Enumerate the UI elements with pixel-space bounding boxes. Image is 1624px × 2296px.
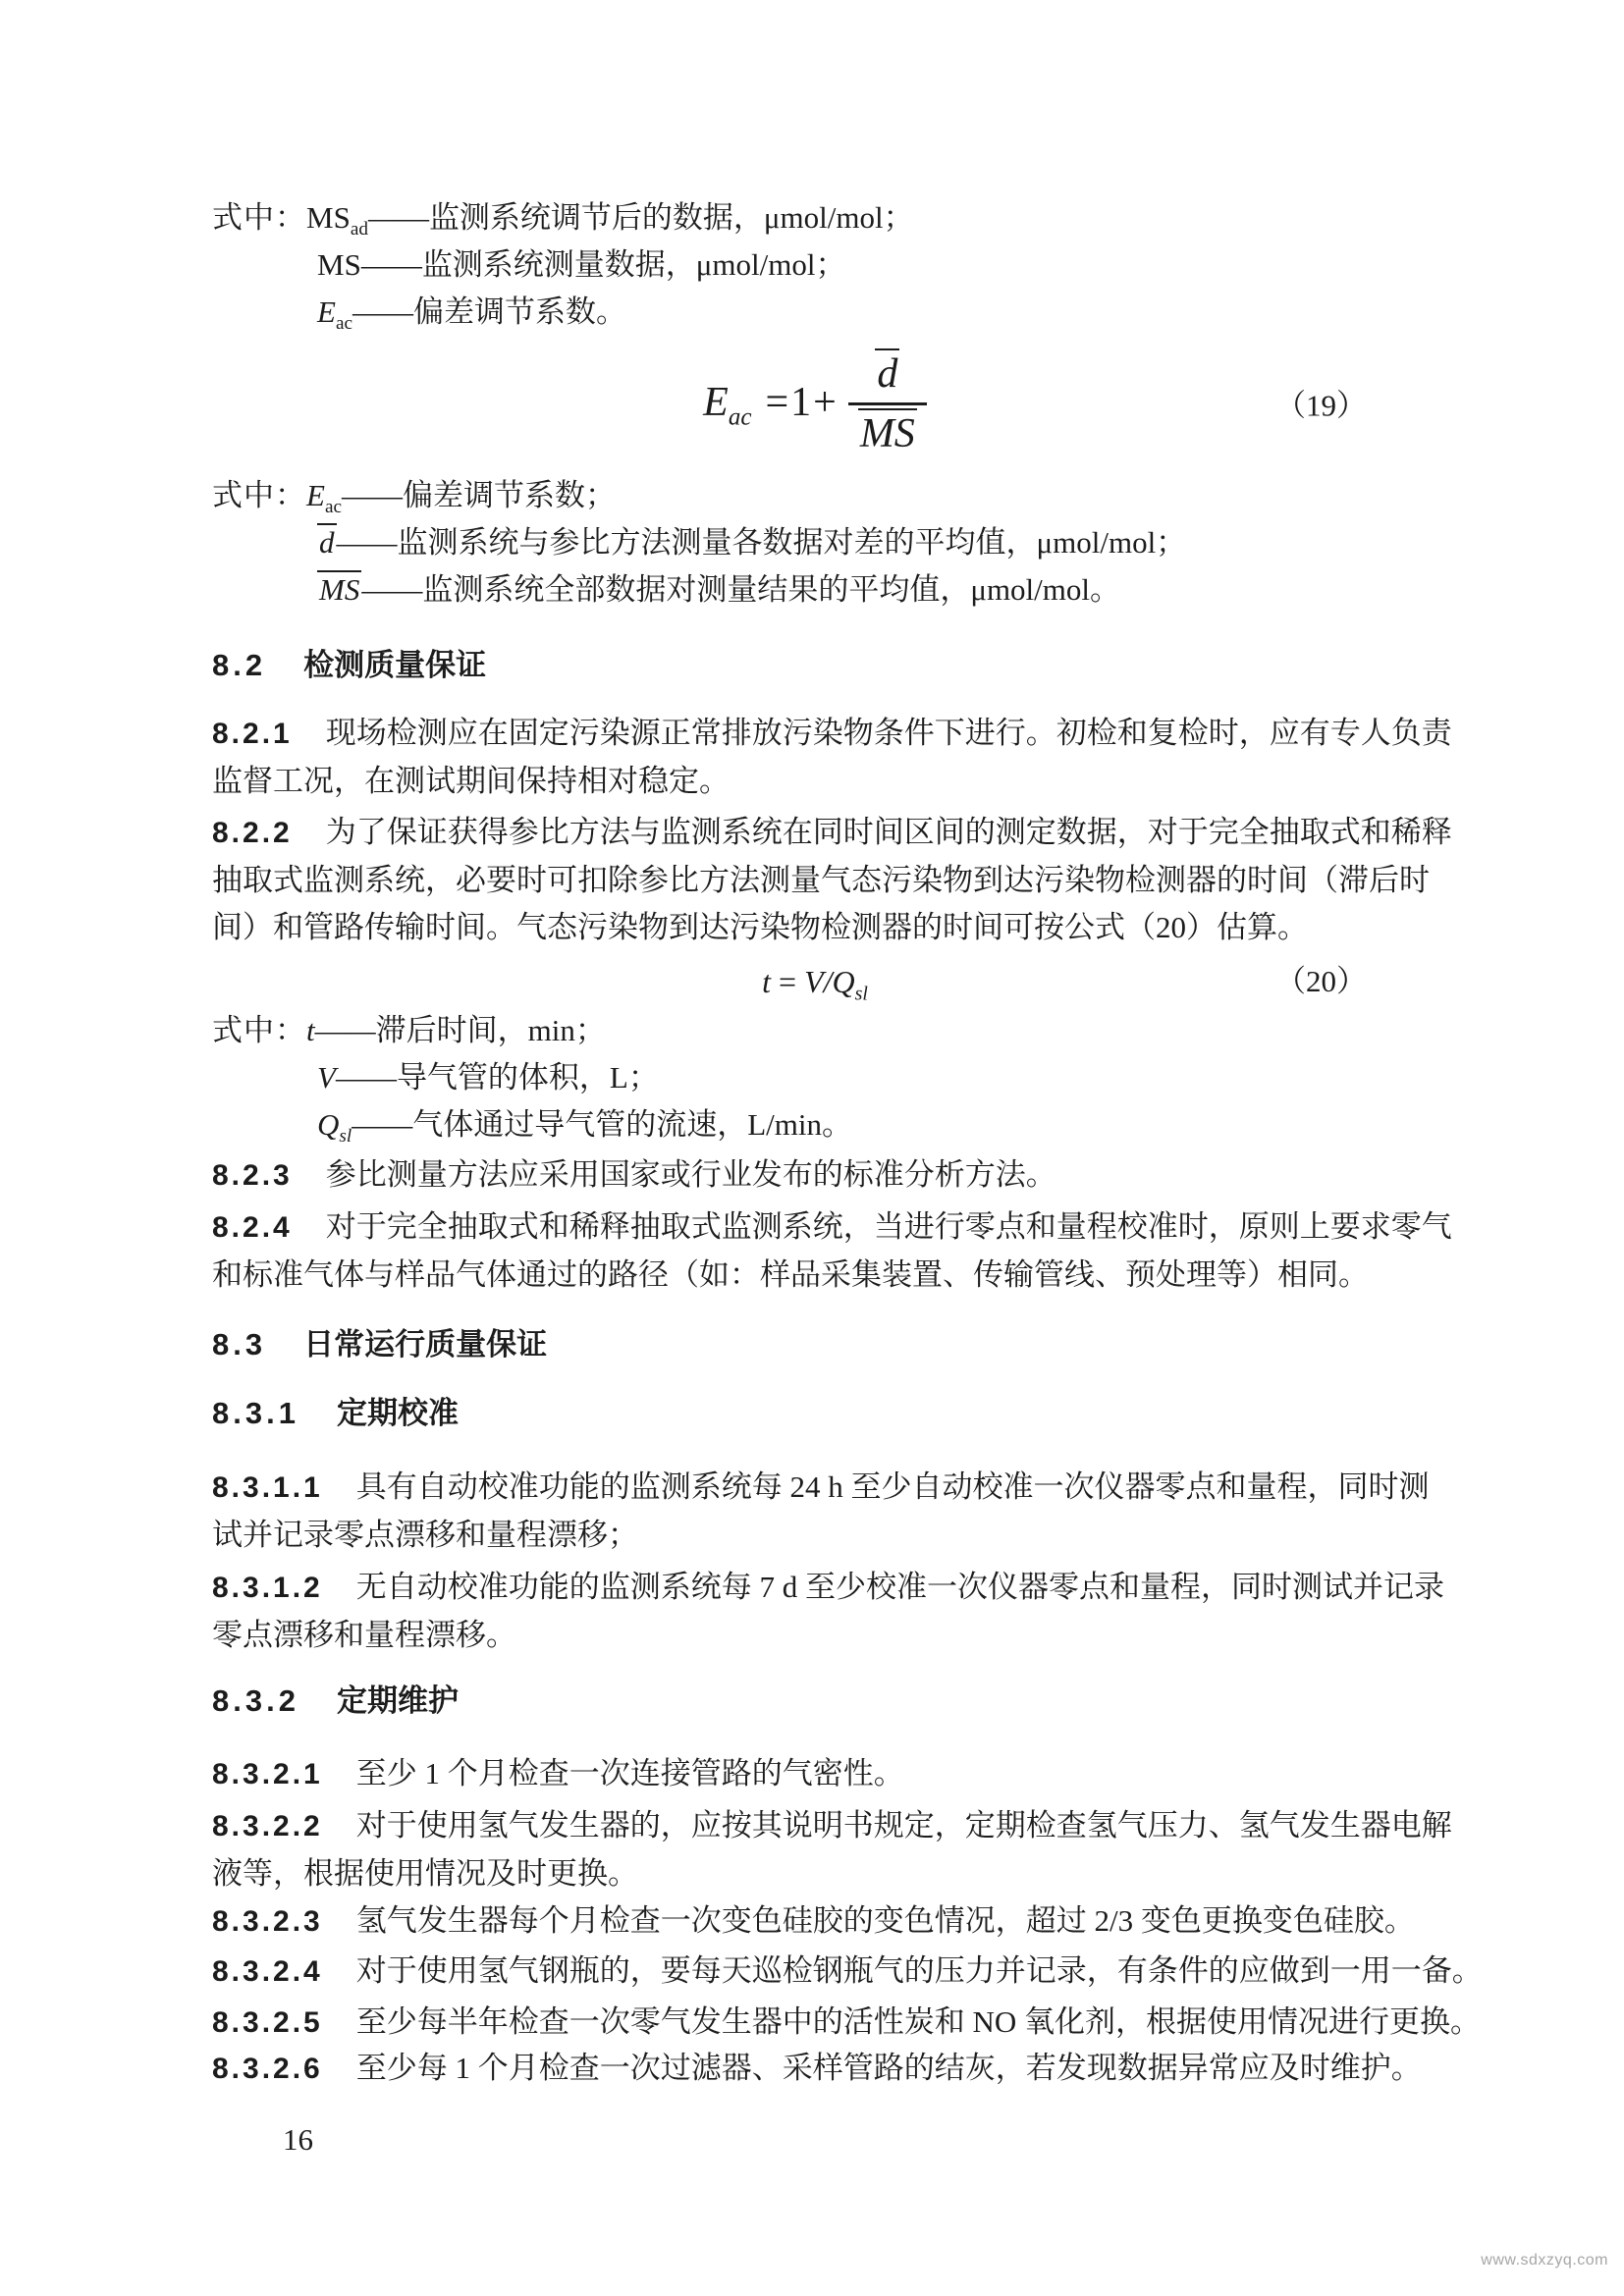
definition-line bbox=[212, 472, 1418, 519]
symbol-ms-ad: $MS_{ad}$ bbox=[306, 200, 368, 240]
paragraph-text: 对于完全抽取式和稀释抽取式监测系统，当进行零点和量程校准时，原则上要求零气 bbox=[325, 1209, 1452, 1244]
paragraph-8-3-2-5 bbox=[212, 1999, 1482, 2047]
paragraph-number: 8.2.3 bbox=[212, 1159, 293, 1192]
def-intro-label: 式中： bbox=[212, 1013, 306, 1047]
def-intro-label: 式中： bbox=[212, 200, 306, 235]
paragraph-8-3-1-2 bbox=[212, 1564, 1444, 1659]
paragraph-text: 具有自动校准功能的监测系统每 24 h 至少自动校准一次仪器零点和量程，同时测 bbox=[355, 1469, 1430, 1504]
paragraph-8-3-1-1 bbox=[212, 1464, 1430, 1559]
paragraph-text: 对于使用氢气发生器的，应按其说明书规定，定期检查氢气压力、氢气发生器电解 bbox=[355, 1808, 1452, 1842]
paragraph-number: 8.3.2.5 bbox=[212, 2006, 323, 2039]
section-heading-8-3 bbox=[212, 1325, 1418, 1364]
def-dash: —— bbox=[314, 1013, 376, 1047]
paragraph-text: 参比测量方法应采用国家或行业发布的标准分析方法。 bbox=[325, 1157, 1056, 1192]
heading-number: 8.3.2 bbox=[212, 1683, 299, 1718]
paragraph-8-2-2 bbox=[212, 809, 1452, 951]
paragraph-text: 间）和管路传输时间。气态污染物到达污染物检测器的时间可按公式（20）估算。 bbox=[212, 910, 1308, 944]
paragraph-text: 现场检测应在固定污染源正常排放污染物条件下进行。初检和复检时，应有专人负责 bbox=[325, 716, 1452, 750]
def-dash: —— bbox=[361, 572, 423, 607]
formula-20: $t = V/Q_{sl}$ bbox=[762, 964, 868, 1005]
paragraph-text: 氢气发生器每个月检查一次变色硅胶的变色情况，超过 2/3 变色更换变色硅胶。 bbox=[355, 1903, 1415, 1938]
paragraph-8-2-4 bbox=[212, 1203, 1452, 1299]
definition-line bbox=[212, 1101, 1418, 1148]
paragraph-8-3-2-2 bbox=[212, 1802, 1452, 1897]
symbol-q-sl: $Q_{sl}$ bbox=[317, 1107, 352, 1148]
paragraph-text: 无自动校准功能的监测系统每 7 d 至少校准一次仪器零点和量程，同时测试并记录 bbox=[355, 1570, 1444, 1604]
def-dash: —— bbox=[367, 200, 429, 235]
symbol-ms: MS bbox=[317, 247, 361, 282]
definition-line bbox=[212, 194, 1418, 241]
paragraph-number: 8.2.4 bbox=[212, 1211, 293, 1244]
paragraph-text: 试并记录零点漂移和量程漂移； bbox=[212, 1518, 638, 1552]
paragraph-number: 8.3.2.3 bbox=[212, 1905, 323, 1938]
definition-block-t bbox=[212, 1007, 1418, 1148]
definition-block-ms bbox=[212, 194, 1418, 336]
heading-title: 定期维护 bbox=[336, 1683, 459, 1718]
heading-title: 检测质量保证 bbox=[303, 648, 487, 682]
definition-line bbox=[212, 519, 1418, 566]
paragraph-number: 8.3.2.2 bbox=[212, 1810, 323, 1842]
def-dash: —— bbox=[335, 1060, 397, 1095]
paragraph-text: 对于使用氢气钢瓶的，要每天巡检钢瓶气的压力并记录，有条件的应做到一用一备。 bbox=[355, 1953, 1483, 1988]
heading-title: 日常运行质量保证 bbox=[303, 1327, 548, 1362]
def-dash: —— bbox=[341, 478, 403, 512]
paragraph-8-3-2-1 bbox=[212, 1750, 1418, 1798]
paragraph-number: 8.3.1.1 bbox=[212, 1471, 323, 1504]
heading-number: 8.3 bbox=[212, 1327, 267, 1362]
symbol-t: t bbox=[306, 1013, 315, 1047]
formula-19-operator: =1+ bbox=[765, 380, 839, 425]
fraction-denominator: MS bbox=[848, 402, 927, 457]
def-dash: —— bbox=[336, 525, 398, 560]
definition-line bbox=[212, 566, 1418, 614]
def-desc: 监测系统调节后的数据，μmol/mol； bbox=[428, 200, 914, 235]
symbol-e-ac: $E_{ac}$ bbox=[317, 294, 352, 335]
paragraph-text: 抽取式监测系统，必要时可扣除参比方法测量气态污染物到达污染物检测器的时间（滞后时 bbox=[212, 863, 1430, 897]
def-desc: 气体通过导气管的流速，L/min。 bbox=[412, 1107, 852, 1142]
paragraph-number: 8.2.1 bbox=[212, 718, 293, 750]
page-number: 16 bbox=[283, 2122, 313, 2157]
paragraph-text: 零点漂移和量程漂移。 bbox=[212, 1618, 516, 1652]
formula-19-block bbox=[212, 344, 1418, 461]
symbol-d-bar: d bbox=[319, 525, 335, 560]
formula-19-number: （19） bbox=[1275, 388, 1367, 423]
heading-number: 8.2 bbox=[212, 648, 267, 682]
formula-20-number: （20） bbox=[1275, 964, 1367, 998]
paragraph-text: 至少每半年检查一次零气发生器中的活性炭和 NO 氧化剂，根据使用情况进行更换。 bbox=[355, 2004, 1482, 2039]
formula-19-fraction bbox=[848, 348, 927, 457]
def-desc: 偏差调节系数； bbox=[402, 478, 616, 512]
watermark: www.sdxzyq.com bbox=[1481, 2252, 1608, 2269]
formula-20-block bbox=[212, 958, 1418, 1005]
def-desc: 导气管的体积，L； bbox=[396, 1060, 659, 1095]
paragraph-text: 至少每 1 个月检查一次过滤器、采样管路的结灰，若发现数据异常应及时维护。 bbox=[355, 2051, 1422, 2085]
heading-number: 8.3.1 bbox=[212, 1396, 299, 1430]
paragraph-text: 至少 1 个月检查一次连接管路的气密性。 bbox=[355, 1756, 904, 1790]
formula-19-lhs: $E_{ac}$ bbox=[703, 380, 752, 431]
def-dash: —— bbox=[360, 247, 422, 282]
symbol-ms-bar: MS bbox=[319, 572, 360, 607]
paragraph-text: 为了保证获得参比方法与监测系统在同时间区间的测定数据，对于完全抽取式和稀释 bbox=[325, 815, 1452, 849]
paragraph-8-2-3 bbox=[212, 1151, 1418, 1200]
def-desc: 偏差调节系数。 bbox=[412, 294, 626, 329]
definition-line bbox=[212, 1007, 1418, 1054]
definition-line bbox=[212, 1054, 1418, 1101]
fraction-numerator: d bbox=[859, 348, 915, 402]
def-desc: 监测系统测量数据，μmol/mol； bbox=[421, 247, 846, 282]
paragraph-8-3-2-3 bbox=[212, 1897, 1418, 1946]
paragraph-number: 8.3.2.4 bbox=[212, 1955, 323, 1988]
definition-line bbox=[212, 289, 1418, 336]
paragraph-number: 8.2.2 bbox=[212, 817, 293, 849]
section-heading-8-2 bbox=[212, 646, 1418, 685]
symbol-v: V bbox=[317, 1060, 336, 1095]
def-desc: 监测系统与参比方法测量各数据对差的平均值，μmol/mol； bbox=[397, 525, 1187, 560]
formula-19 bbox=[703, 348, 927, 457]
def-desc: 滞后时间，min； bbox=[375, 1013, 606, 1047]
def-dash: —— bbox=[352, 1107, 413, 1142]
def-dash: —— bbox=[352, 294, 413, 329]
paragraph-text: 液等，根据使用情况及时更换。 bbox=[212, 1856, 638, 1891]
paragraph-number: 8.3.2.1 bbox=[212, 1758, 323, 1790]
paragraph-text: 监督工况，在测试期间保持相对稳定。 bbox=[212, 764, 730, 798]
heading-title: 定期校准 bbox=[336, 1396, 459, 1430]
paragraph-8-3-2-6 bbox=[212, 2045, 1422, 2093]
paragraph-number: 8.3.1.2 bbox=[212, 1572, 323, 1604]
definition-line bbox=[212, 241, 1418, 289]
def-desc: 监测系统全部数据对测量结果的平均值，μmol/mol。 bbox=[422, 572, 1121, 607]
section-heading-8-3-1 bbox=[212, 1394, 1418, 1433]
def-intro-label: 式中： bbox=[212, 478, 306, 512]
definition-block-eac bbox=[212, 472, 1418, 614]
paragraph-8-3-2-4 bbox=[212, 1948, 1483, 1996]
paragraph-8-2-1 bbox=[212, 710, 1452, 805]
section-heading-8-3-2 bbox=[212, 1682, 1418, 1721]
symbol-e-ac: $E_{ac}$ bbox=[306, 478, 342, 518]
paragraph-number: 8.3.2.6 bbox=[212, 2053, 323, 2085]
paragraph-text: 和标准气体与样品气体通过的路径（如：样品采集装置、传输管线、预处理等）相同。 bbox=[212, 1257, 1369, 1292]
